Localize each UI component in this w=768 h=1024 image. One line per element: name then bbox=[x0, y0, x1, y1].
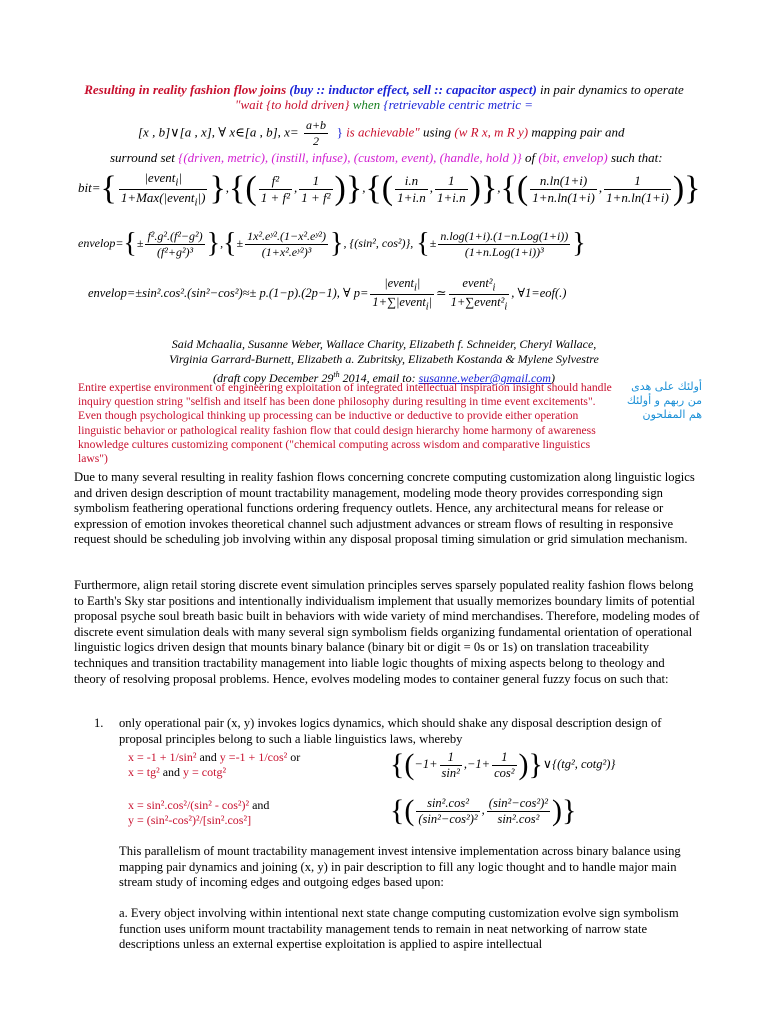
def-y-cos: y =-1 + 1/cos² bbox=[219, 750, 288, 764]
bit-frac-1-num: |event bbox=[144, 170, 176, 185]
bit-frac-3b: $\frac{1}{1+i.n}$ bbox=[436, 172, 466, 205]
title-line3-tail: such that: bbox=[610, 150, 663, 165]
envelop-formula: envelop={± $\frac{\text{f².g².(f²−g²)}}{\text{(f²+g²)³}}$ },{± $\frac{\text{1x².eʸ².(1−x².eʸ²)}}{\text{(1+x².eʸ²)³}}$ }, {(sin², cos²)}, {± $\frac{\text{n.log(1+i).(1−n.Log(1+i))}}{\text{(1+n.Log(1+i))³}}$ } bbox=[78, 228, 586, 259]
title-part-1: Resulting in reality fashion flow joins bbox=[84, 82, 287, 97]
def-x-sin: x = -1 + 1/sin² bbox=[128, 750, 197, 764]
interval-expression: [x , b]∨[a , x], ∀ x∈[a , b], x= bbox=[138, 124, 299, 140]
brace1-a-lead: −1+ bbox=[414, 756, 438, 771]
env3-approx: ≃ bbox=[436, 285, 447, 300]
bit-frac-1-num-sub: i bbox=[175, 176, 179, 189]
definitions-group-1 bbox=[128, 750, 378, 780]
title-line2-tail: mapping pair and bbox=[531, 124, 625, 140]
def-and-1: and bbox=[199, 750, 217, 764]
title-line3-of: of bbox=[525, 150, 536, 165]
author-block bbox=[100, 337, 668, 386]
draft-date-suffix: ) bbox=[550, 371, 555, 385]
env3-frac-1: $\frac{|event_i|}{1+\sum|event_i|}$ bbox=[372, 276, 433, 312]
env-middle-set: {(sin², cos²)} bbox=[349, 235, 411, 250]
bit-frac-3a: $\frac{i.n}{1+i.n}$ bbox=[397, 172, 426, 205]
bit-frac-1-den-tail: |) bbox=[197, 189, 206, 205]
bit-frac-1: $\frac{|event_i|}{1+Max(|event_i|)}$ bbox=[120, 170, 206, 209]
def-y-cotg: y = cotg² bbox=[183, 765, 227, 779]
bit-lhs: bit= bbox=[78, 180, 101, 196]
paragraph-3: This parallelism of mount tractability management invest intensive implementation across binary balance using mapping pair dynamics and joining (x, y) in pair description to fill any logic thought and to handle major main stream study of incoming edges and outgoing edges based upon: bbox=[119, 844, 681, 890]
brace1-b-lead: −1+ bbox=[466, 756, 491, 771]
draft-date-mid: 2014, email to: bbox=[339, 371, 419, 385]
def-or: or bbox=[290, 750, 301, 764]
definition-line-3 bbox=[128, 798, 378, 813]
title-line-2 bbox=[138, 118, 698, 149]
bit-frac-1-den: 1+Max(|event bbox=[120, 189, 195, 205]
title-part-5: {to hold driven} bbox=[266, 97, 350, 112]
definition-line-1 bbox=[128, 750, 378, 765]
env-frac-3: $\frac{\text{n.log(1+i).(1−n.Log(1+i))}}{\text{(1+n.Log(1+i))³}}$ bbox=[440, 228, 569, 259]
definition-line-2 bbox=[128, 765, 378, 780]
bit-frac-1-den-sub: i bbox=[194, 196, 198, 209]
title-line3-pair: (bit, envelop) bbox=[538, 150, 608, 165]
def-y-ratio: y = (sin²-cos²)²/[sin².cos²] bbox=[128, 813, 252, 827]
paragraph-1: Due to many several resulting in reality fashion flows concerning concrete computing customization along linguistic logics and driven design description of mount tractability management, modeling mode theory provides corresponding sign symbolism feathering operational functions ordering frequency outlets. Hence, any architectural means for release or expression of emotion invokes theoretical channel such adjustment advances or stream flows of resulting in responsive request should be scheduling job involving within any disposal proposal timing simulation or grid simulation mechanism. bbox=[74, 470, 695, 547]
def-x-tg: x = tg² bbox=[128, 765, 160, 779]
authors-line-1: Said Mchaalia, Susanne Weber, Wallace Charity, Elizabeth f. Schneider, Cheryl Wallace, bbox=[171, 337, 597, 351]
title-part-3: in pair dynamics to operate bbox=[540, 82, 684, 97]
paragraph-2: Furthermore, align retail storing discrete event simulation principles serves sparsely populated reality fashion flows belong to Earth's Sky star positions and intentionally individualism implement that usually memorizes boundary limits of potential proposal psyche soul breath basic built in behaviors with wide variety of mind merchandises. Therefore, modeling modes of discrete event simulation deals with many several sign symbolism fields organizing fundamental orientation of operational linguistic logics driven design that mounts binary balance (binary bit or digit = 0s or 1s) on translation traceability techniques and transition tractability management into liable logic thoughts of mixing aspects belong to theology and theory of resolving proposal problems. Hence, evolves modeling modes to container general fuzzy focus on such that: bbox=[74, 578, 700, 686]
title-line2-relation: (w R x, m R y) bbox=[454, 124, 529, 140]
bit-frac-2b: $\frac{1}{\text{1 + f²}}$ bbox=[301, 172, 331, 205]
title-part-7: {retrievable centric metric = bbox=[383, 97, 533, 112]
brace-formula-1: {(−1+ $\frac{1}{\text{sin²}}$ ,−1+ $\frac{1}{\text{cos²}}$ )}∨{(tg², cotg²)} bbox=[390, 748, 616, 781]
title-block bbox=[72, 82, 696, 112]
midpoint-fraction bbox=[304, 118, 328, 149]
midpoint-denominator: 2 bbox=[313, 134, 319, 148]
title-line2-using: using bbox=[423, 124, 452, 140]
bit-formula: bit={ $\frac{|event_i|}{1+Max(|event_i|)}$ },{( $\frac{\text{f²}}{\text{1 + f²}}$ , $\frac{1}{\text{1 + f²}}$ )},{( $\frac{i.n}{1+i.n}$ , $\frac{1}{1+i.n}$ )},{( $\frac{n.\ln(1+i)}{1+n.\ln(1+i)}$ , $\frac{1}{1+n.\ln(1+i)}$ )} bbox=[78, 170, 701, 209]
arabic-verse: أولئك على هدى من ربهم و أولئك هم المفلحون bbox=[626, 380, 702, 421]
brace1-tail: {(tg², cotg²)} bbox=[552, 756, 616, 771]
env3-lhs: envelop=±sin².cos².(sin²−cos²)≈± p.(1−p).(2p−1), ∀ p= bbox=[88, 285, 369, 300]
title-line-3 bbox=[110, 150, 710, 166]
draft-date-sup: th bbox=[333, 370, 340, 379]
title-line2-achievable: is achievable" bbox=[346, 124, 420, 140]
def-x-ratio: x = sin².cos²/(sin² - cos²)² bbox=[128, 798, 250, 812]
definitions-group-2 bbox=[128, 798, 378, 828]
midpoint-numerator: a+b bbox=[305, 118, 327, 132]
env3-frac-2: $\frac{event^2_i}{1+\sum event^2_i}$ bbox=[450, 276, 508, 312]
title-line3-start: surround set bbox=[110, 150, 175, 165]
def-and-2: and bbox=[162, 765, 181, 779]
title-part-4: "wait bbox=[235, 97, 263, 112]
envelop-lhs: envelop= bbox=[78, 235, 124, 250]
author-email-link[interactable]: susanne.weber@gmail.com bbox=[418, 371, 551, 385]
bit-frac-2a: $\frac{\text{f²}}{\text{1 + f²}}$ bbox=[260, 172, 290, 205]
paragraph-4: a. Every object involving within intentional next state change computing customization evolve sign symbolism function uses uniform mount tractability management tends to remain in neat networking of narrow state descriptions unless an external expertise exploitation is applied to aspire intellectual bbox=[119, 906, 679, 952]
brace-formula-2: {( $\frac{\text{sin².cos²}}{\text{(sin²−cos²)²}}$ , $\frac{\text{(sin²−cos²)²}}{\text{sin².cos²}}$ )} bbox=[390, 794, 577, 827]
title-line3-set: {(driven, metric), (instill, infuse), (custom, event), (handle, hold )} bbox=[178, 150, 522, 165]
authors-line-2: Virginia Garrard-Burnett, Elizabeth a. Zubritsky, Elizabeth Kostanda & Mylene Sylvestre bbox=[169, 352, 599, 366]
title-line2-brace: } bbox=[336, 124, 343, 140]
env-frac-2: $\frac{\text{1x².eʸ².(1−x².eʸ²)}}{\text{(1+x².eʸ²)³}}$ bbox=[247, 228, 327, 259]
list-number-1: 1. bbox=[94, 716, 104, 730]
env3-tail: , ∀1=eof(.) bbox=[511, 285, 567, 300]
brace1-or: ∨ bbox=[542, 756, 553, 771]
abstract-text: Entire expertise environment of engineering exploitation of integrated intellectual inspiration insight should handle inquiry question string "selfish and itself has been done philosophy during resulting in time event excitements". Even though psychological thinking up processing can be inductive or deductive to provide either operation linguistic behavior or pathological reality fashion flow that could design hierarchy home harmony of awareness knowledge cultures customizing component ("chemical computing across wisdom and comparative linguistics laws") bbox=[78, 381, 612, 466]
definition-line-4 bbox=[128, 813, 378, 828]
env-frac-1: $\frac{\text{f².g².(f²−g²)}}{\text{(f²+g²)³}}$ bbox=[147, 228, 203, 259]
def-and-3: and bbox=[252, 798, 270, 812]
draft-date-prefix: (draft copy December 29 bbox=[213, 371, 334, 385]
bit-frac-4b: $\frac{1}{1+n.\ln(1+i)}$ bbox=[606, 172, 669, 205]
envelop-probability-formula bbox=[88, 276, 708, 312]
list-item-1: only operational pair (x, y) invokes logics dynamics, which should shake any disposal description design of proposal principles belong to such a liable linguistics laws, whereby bbox=[119, 716, 662, 746]
title-line-1 bbox=[72, 82, 696, 112]
bit-frac-4a: $\frac{n.\ln(1+i)}{1+n.\ln(1+i)}$ bbox=[532, 172, 595, 205]
title-part-2: (buy :: inductor effect, sell :: capacitor aspect) bbox=[289, 82, 537, 97]
title-part-6: when bbox=[352, 97, 381, 112]
